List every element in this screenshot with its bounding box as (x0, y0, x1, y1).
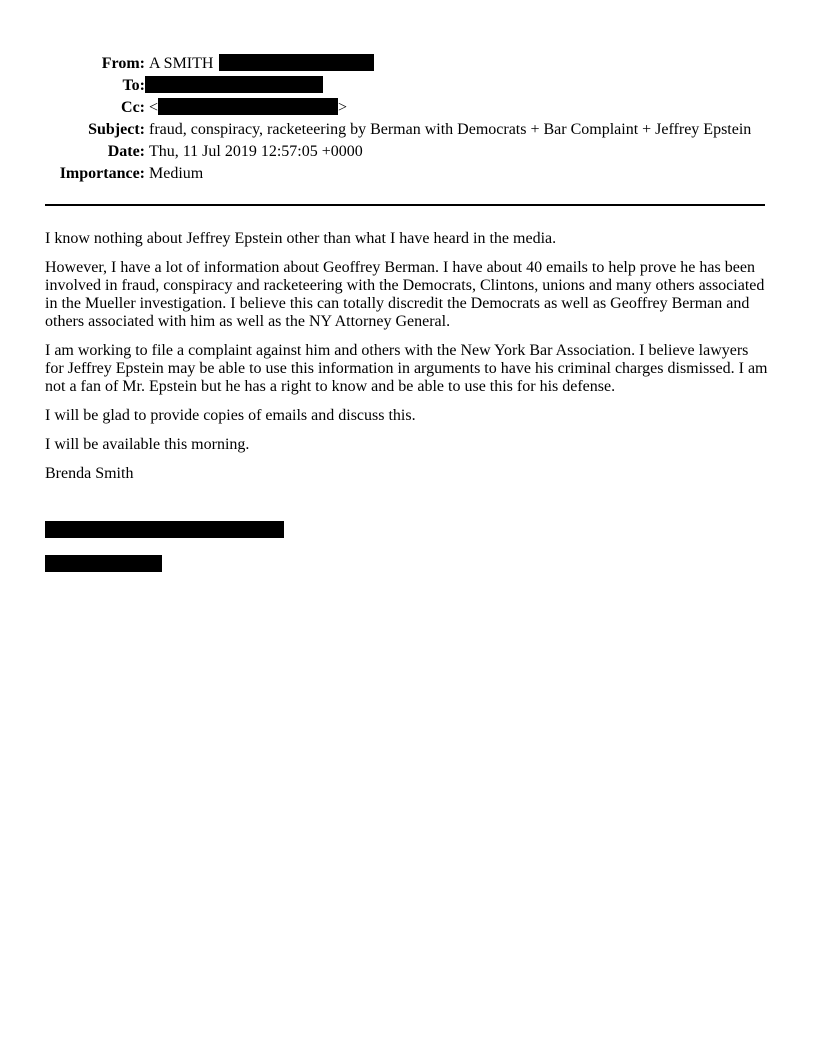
body-paragraph (45, 436, 775, 454)
body-line: not a fan of Mr. Epstein but he has a right to know and be able to use this for his defense. (45, 378, 616, 395)
body-line: for Jeffrey Epstein may be able to use this information in arguments to have his criminal charges dismissed. I am (45, 360, 768, 377)
redaction-cc (158, 98, 338, 115)
from-row (0, 53, 751, 75)
subject-label: Subject: (88, 121, 145, 138)
body-line: others associated with him as well as the NY Attorney General. (45, 313, 451, 330)
date-label: Date: (107, 143, 145, 160)
from-value: A SMITH (149, 55, 214, 72)
body-line: I know nothing about Jeffrey Epstein other than what I have heard in the media. (45, 230, 557, 247)
body-paragraph (45, 465, 775, 483)
redaction-from-email (219, 54, 374, 71)
importance-value: Medium (149, 165, 204, 182)
redaction-signature-line-2 (45, 555, 162, 572)
body-line: in the Mueller investigation. I believe this can totally discredit the Democrats as well as Geoffrey Berman and (45, 295, 750, 312)
body-paragraph (45, 259, 775, 331)
body-line: involved in fraud, conspiracy and racketeering with the Democrats, Clintons, unions and many others associated (45, 277, 765, 294)
body-line: However, I have a lot of information about Geoffrey Berman. I have about 40 emails to help prove he has been (45, 259, 755, 276)
subject-value: fraud, conspiracy, racketeering by Berman with Democrats + Bar Complaint + Jeffrey Epstein (149, 121, 752, 138)
cc-close-bracket: > (338, 99, 348, 116)
importance-label: Importance: (59, 165, 145, 182)
subject-row (0, 119, 751, 141)
body-paragraph (45, 230, 775, 248)
from-label: From: (101, 55, 145, 72)
email-body (45, 230, 775, 494)
body-paragraph (45, 342, 775, 396)
body-line: I am working to file a complaint against him and others with the New York Bar Association. I believe lawyers (45, 342, 749, 359)
body-line: Brenda Smith (45, 465, 134, 482)
header-divider (45, 204, 765, 206)
email-header (0, 53, 751, 185)
body-line: I will be glad to provide copies of emails and discuss this. (45, 407, 416, 424)
cc-row (0, 97, 751, 119)
body-paragraph (45, 407, 775, 425)
body-line: I will be available this morning. (45, 436, 250, 453)
to-label: To: (122, 77, 145, 94)
redaction-signature-line-1 (45, 521, 284, 538)
cc-label: Cc: (121, 99, 145, 116)
to-row (0, 75, 751, 97)
importance-row (0, 163, 751, 185)
redaction-to (145, 76, 323, 93)
cc-open-bracket: < (149, 99, 159, 116)
date-row (0, 141, 751, 163)
date-value: Thu, 11 Jul 2019 12:57:05 +0000 (149, 143, 363, 160)
